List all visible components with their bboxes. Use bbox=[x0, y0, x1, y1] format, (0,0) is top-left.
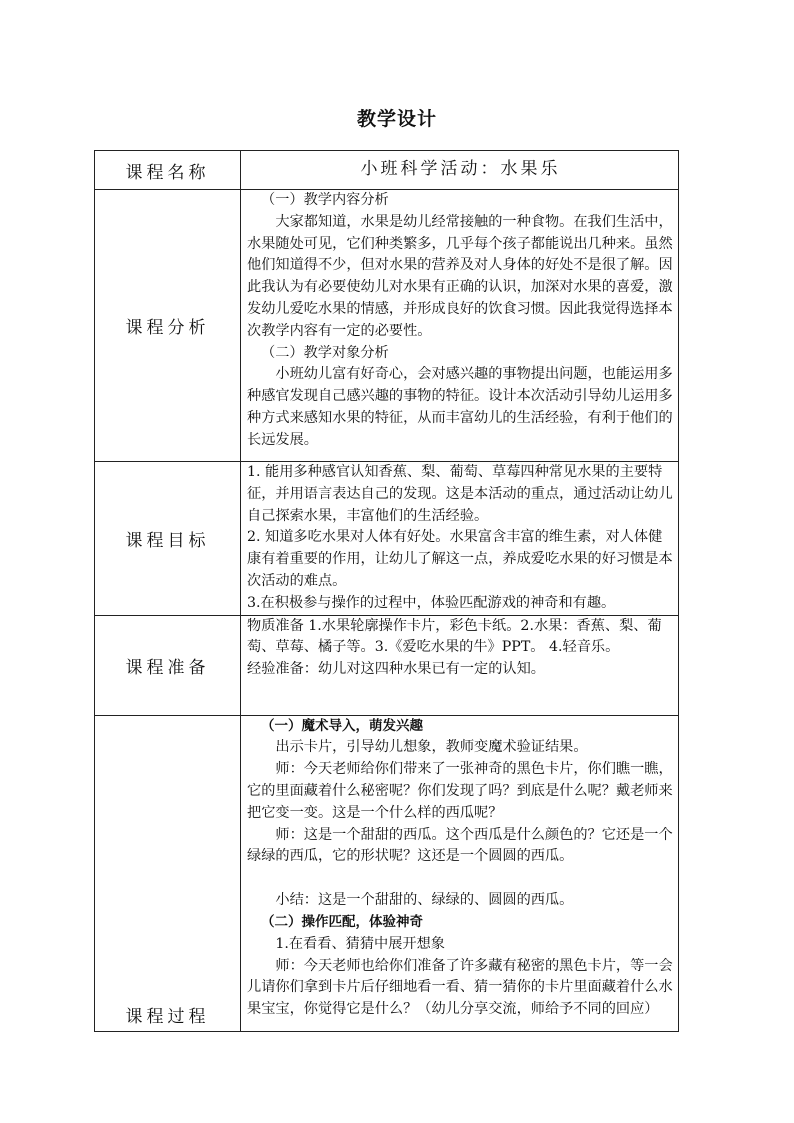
process-paragraph-1: 出示卡片，引导幼儿想象，教师变魔术验证结果。 bbox=[275, 739, 588, 756]
course-analysis-content bbox=[241, 190, 679, 462]
process-paragraph-3: 师：这是一个甜甜的西瓜。这个西瓜是什么颜色的？它还是一个绿绿的西瓜，它的形状呢？这还是一个圆圆的西瓜。 bbox=[247, 826, 673, 865]
process-heading-1: （一）魔术导入，萌发兴趣 bbox=[261, 717, 423, 734]
analysis-paragraph-audience: 小班幼儿富有好奇心，会对感兴趣的事物提出问题，也能运用多种感官发现自己感兴趣的事物的特征。设计本次活动引导幼儿运用多种方式来感知水果的特征，从而丰富幼儿的生活经验，有利于他们的长远发展。 bbox=[247, 366, 673, 448]
process-paragraph-6: 师：今天老师也给你们准备了许多藏有秘密的黑色卡片，等一会儿请你们拿到卡片后仔细地看一看、猜一猜你的卡片里面藏着什么水果宝宝，你觉得它是什么？（幼儿分享交流，师给予不同的回应） bbox=[247, 957, 673, 1018]
course-goals-content bbox=[241, 462, 679, 616]
lesson-plan-table bbox=[94, 150, 679, 1032]
process-heading-2: （二）操作匹配，体验神奇 bbox=[261, 913, 423, 930]
course-process-content bbox=[241, 715, 679, 1031]
course-name-label: 课程名称 bbox=[95, 151, 241, 190]
table-row-course-goals bbox=[95, 462, 679, 616]
prep-experience: 经验准备：幼儿对这四种水果已有一定的认知。 bbox=[247, 661, 545, 678]
goal-item-1: 1. 能用多种感官认知香蕉、梨、葡萄、草莓四种常见水果的主要特征，并用语言表达自己的发现。这是本活动的重点，通过活动让幼儿自己探索水果，丰富他们的生活经验。 bbox=[247, 464, 673, 524]
process-spacer bbox=[247, 868, 674, 890]
process-paragraph-2: 师：今天老师给你们带来了一张神奇的黑色卡片，你们瞧一瞧，它的里面藏着什么秘密呢？你们发现了吗？到底是什么呢？戴老师来把它变一变。这是一个什么样的西瓜呢？ bbox=[247, 761, 673, 821]
prep-material: 物质准备 1.水果轮廓操作卡片，彩色卡纸。2.水果：香蕉、梨、葡萄、草莓、橘子等。3.《爱吃水果的牛》PPT。 4.轻音乐。 bbox=[247, 617, 662, 656]
course-analysis-label: 课程分析 bbox=[95, 190, 241, 462]
process-paragraph-5: 1.在看看、猜猜中展开想象 bbox=[275, 935, 445, 952]
course-process-label: 课程过程 bbox=[95, 715, 241, 1031]
goal-item-3: 3.在积极参与操作的过程中，体验匹配游戏的神奇和有趣。 bbox=[247, 594, 616, 611]
table-row-course-analysis bbox=[95, 190, 679, 462]
table-row-course-name bbox=[95, 151, 679, 190]
analysis-paragraph-content: 大家都知道，水果是幼儿经常接触的一种食物。在我们生活中，水果随处可见，它们种类繁多，几乎每个孩子都能说出几种来。虽然他们知道得不少，但对水果的营养及对人身体的好处不是很了解。因此我认为有必要使幼儿对水果有正确的认识，加深对水果的喜爱，激发幼儿爱吃水果的情感，并形成良好的饮食习惯。因此我觉得选择本次教学内容有一定的必要性。 bbox=[247, 213, 673, 339]
goal-item-2: 2. 知道多吃水果对人体有好处。水果富含丰富的维生素，对人体健康有着重要的作用，让幼儿了解这一点，养成爱吃水果的好习惯是本次活动的难点。 bbox=[247, 529, 673, 589]
course-name-value: 小班科学活动：水果乐 bbox=[241, 151, 679, 190]
course-prep-label: 课程准备 bbox=[95, 615, 241, 715]
analysis-heading-content: （一）教学内容分析 bbox=[261, 192, 389, 208]
table-row-course-prep bbox=[95, 615, 679, 715]
course-goals-label: 课程目标 bbox=[95, 462, 241, 616]
course-prep-content bbox=[241, 615, 679, 715]
table-row-course-process bbox=[95, 715, 679, 1031]
analysis-heading-audience: （二）教学对象分析 bbox=[261, 344, 389, 361]
page-title: 教学设计 bbox=[356, 108, 437, 130]
process-summary: 小结：这是一个甜甜的、绿绿的、圆圆的西瓜。 bbox=[275, 892, 574, 909]
